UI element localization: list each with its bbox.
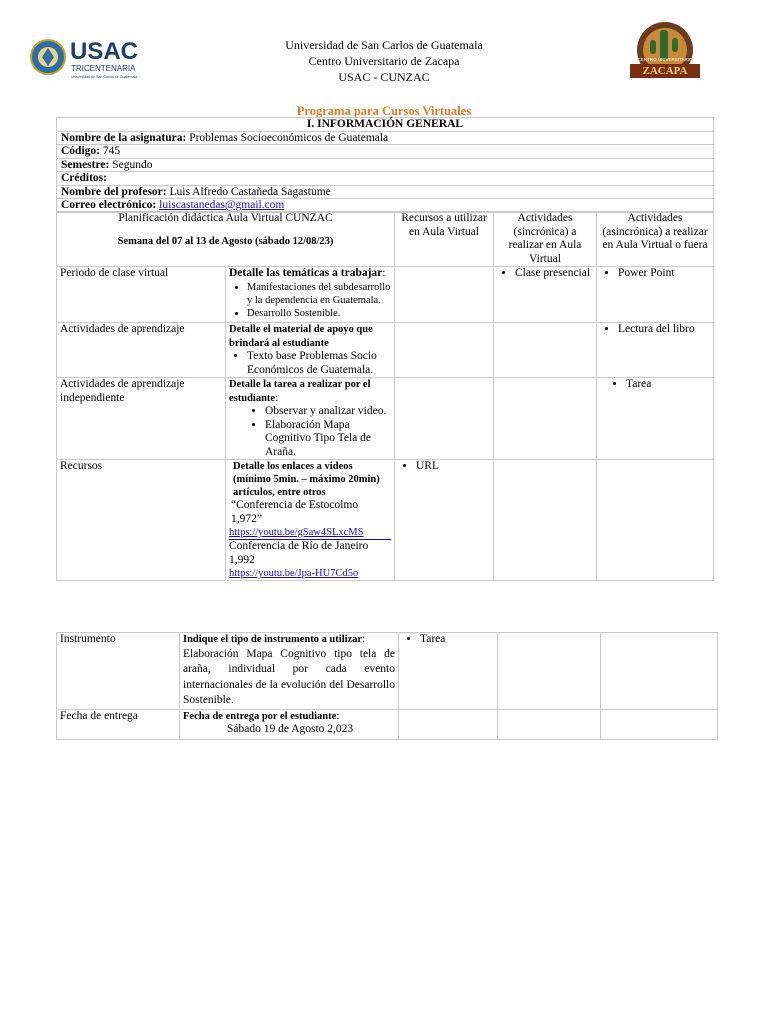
usac-logo-text: USAC [70,38,139,65]
evaluation-table [56,632,718,740]
video-title: Conferencia de Río de Janeiro 1,992 [229,539,391,567]
center-name: Centro Universitario de Zacapa [308,54,460,68]
list-item: • Texto base Problemas Socio Económicos de Guatemala. [247,350,391,377]
row-detail: Indique el tipo de instrumento a utilizar: Elaboración Mapa Cognitivo tipo tela de araña, individual por cada evento internacionales de la evolución del Desarrollo Sostenible. [180,633,399,710]
semester-row: Semestre: Segundo [57,158,714,172]
async-activity: • Power Point [618,267,710,281]
row-detail: Fecha de entrega por el estudiante: Sábado 19 de Agosto 2,023 [180,709,399,739]
row-label: Actividades de aprendizaje [57,323,226,378]
institution-name: Universidad de San Carlos de Guatemala [285,38,483,52]
async-activity: • Tarea [626,378,710,392]
col-sync-header: Actividades (sincrónica) a realizar en Aula Virtual [494,212,597,267]
row-detail: Detalle el material de apoyo que brindará al estudiante • Texto base Problemas Socio Económicos de Guatemala. [226,323,395,378]
col-async-header: Actividades (asincrónica) a realizar en Aula Virtual o fuera [597,212,714,267]
row-detail: Detalle los enlaces a videos (mínimo 5min. – máximo 20min) artículos, entre otros “Conferencia de Estocolmo 1,972” https://youtu.be/gSaw4SLxcMS Conferencia de Río de Janeiro 1,992 https://youtu.be/Jpa-HU7Cd5o [226,460,395,581]
general-info-table [56,117,714,213]
svg-text:CENTRO UNIVERSITARIO: CENTRO UNIVERSITARIO [637,57,693,62]
row-detail: Detalle las temáticas a trabajar: • Manifestaciones del subdesarrollo y la dependencia en Guatemala. • Desarrollo Sostenible. [226,267,395,323]
col-resources-header: Recursos a utilizar en Aula Virtual [395,212,494,267]
list-item: • Elaboración Mapa Cognitivo Tipo Tela de Araña. [265,419,391,460]
list-item: • Manifestaciones del subdesarrollo y la dependencia en Guatemala. [247,281,391,307]
email-row: Correo electrónico: luiscastanedas@gmail.com [57,199,714,213]
video-link[interactable]: https://youtu.be/gSaw4SLxcMS [229,527,364,538]
table-row [57,709,718,739]
row-label: Actividades de aprendizaje independiente [57,378,226,460]
table-row [57,267,714,323]
row-label: Recursos [57,460,226,581]
async-activity: • Lectura del libro [618,323,710,337]
table-row [57,323,714,378]
table-row [57,633,718,710]
list-item: • Desarrollo Sostenible. [247,307,391,320]
email-link[interactable]: luiscastanedas@gmail.com [159,199,285,211]
row-label: Instrumento [57,633,180,710]
due-date: Sábado 19 de Agosto 2,023 [227,723,354,735]
professor-row: Nombre del profesor: Luis Alfredo Castañeda Sagastume [57,185,714,199]
table-row [57,460,714,581]
svg-text:Universidad de San Carlos de G: Universidad de San Carlos de Guatemala [71,75,138,79]
row-label: Fecha de entrega [57,709,180,739]
row-detail: Detalle la tarea a realizar por el estudiante: • Observar y analizar video. • Elaboración Mapa Cognitivo Tipo Tela de Araña. [226,378,395,460]
resource-item: • Tarea [420,633,494,647]
planning-table [56,211,714,581]
list-item: • Observar y analizar video. [265,405,391,419]
center-acronym: USAC - CUNZAC [338,70,430,84]
plan-header [57,212,395,267]
cunzac-logo [628,20,702,86]
cunzac-logo-text: ZACAPA [642,65,688,77]
plan-header-title: Planificación didáctica Aula Virtual CUNZAC [118,212,333,224]
subject-row: Nombre de la asignatura: Problemas Socioeconómicos de Guatemala [57,131,714,145]
table-row [57,378,714,460]
svg-text:TRICENTENARIA: TRICENTENARIA [71,64,136,73]
section-title: I. INFORMACIÓN GENERAL [57,118,714,132]
plan-header-week: Semana del 07 al 13 de Agosto (sábado 12/08/23) [117,235,334,247]
credits-row: Créditos: [57,172,714,186]
sync-activity: • Clase presencial [515,267,593,281]
usac-logo [30,34,155,80]
code-row: Código: 745 [57,145,714,159]
program-title: Programa para Cursos Virtuales [296,104,472,118]
resource-item: • URL [416,460,490,474]
row-label: Periodo de clase virtual [57,267,226,323]
video-title: “Conferencia de Estocolmo 1,972” [231,499,359,525]
video-link[interactable]: https://youtu.be/Jpa-HU7Cd5o [229,568,359,579]
